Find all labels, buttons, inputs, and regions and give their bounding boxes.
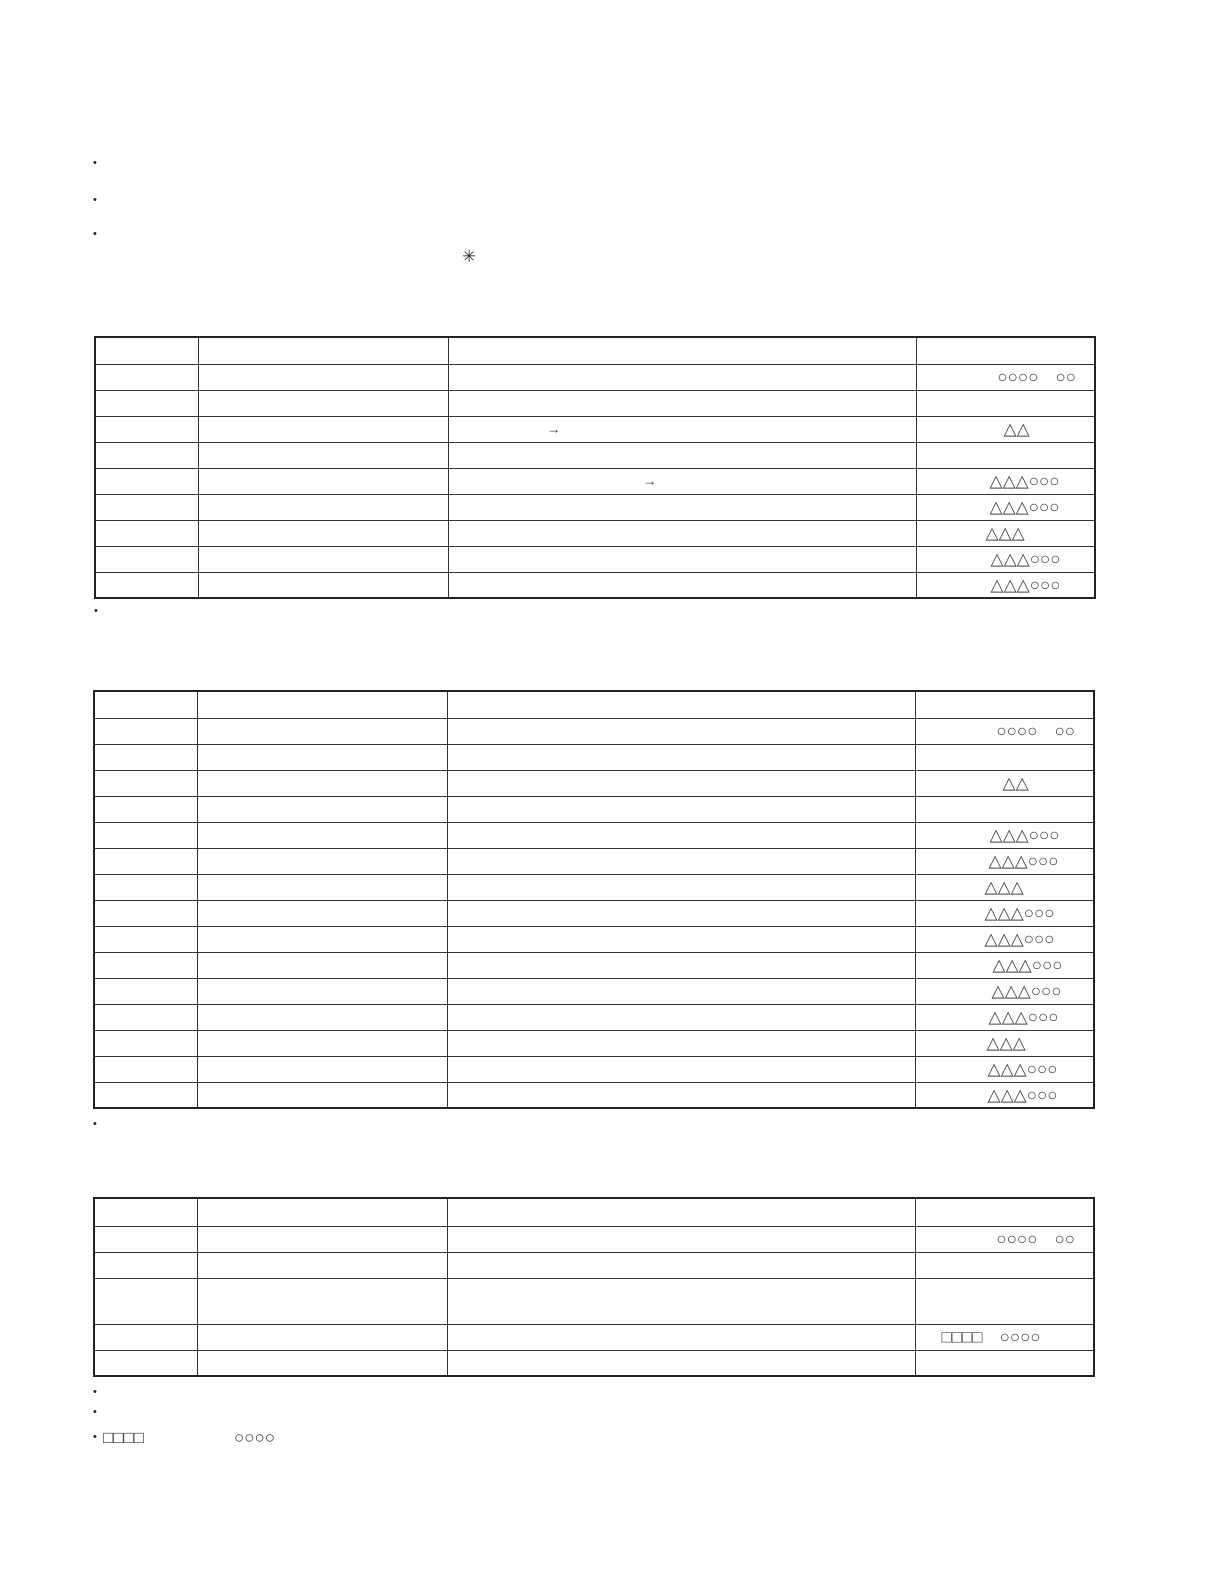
symbol-cell: △△△○○○ bbox=[984, 929, 1055, 949]
symbol-cell: △△△○○○ bbox=[984, 903, 1055, 923]
table-row bbox=[94, 796, 1094, 822]
table-row bbox=[94, 1278, 1094, 1324]
table-row bbox=[94, 1324, 1094, 1350]
table-row bbox=[94, 1198, 1094, 1226]
table-row bbox=[94, 848, 1094, 874]
table-row bbox=[95, 364, 1095, 390]
table-row bbox=[94, 874, 1094, 900]
squares-symbol: □□□□ bbox=[103, 1428, 145, 1447]
table-row bbox=[94, 691, 1094, 718]
table-row bbox=[94, 952, 1094, 978]
symbol-cell: △△△○○○ bbox=[990, 575, 1061, 595]
bullet-note-3: • bbox=[93, 228, 97, 240]
table-row bbox=[94, 978, 1094, 1004]
table-row bbox=[94, 900, 1094, 926]
table-1 bbox=[94, 336, 1096, 599]
table-row bbox=[95, 416, 1095, 442]
symbol-cell: △△ bbox=[1003, 419, 1030, 439]
symbol-cell: △△△○○○ bbox=[989, 497, 1060, 517]
symbol-cell: △△△○○○ bbox=[990, 549, 1061, 569]
table-row bbox=[94, 926, 1094, 952]
table-row bbox=[94, 718, 1094, 744]
table-row bbox=[94, 744, 1094, 770]
table-row bbox=[94, 770, 1094, 796]
bullet-note-2: • bbox=[93, 194, 97, 206]
circles-symbol: ○○○○ bbox=[234, 1428, 276, 1447]
table-row bbox=[95, 442, 1095, 468]
symbol-cell: △△△○○○ bbox=[988, 851, 1059, 871]
table-row bbox=[94, 1252, 1094, 1278]
table-row bbox=[95, 337, 1095, 364]
table-row bbox=[95, 390, 1095, 416]
symbol-cell: △△△○○○ bbox=[988, 1007, 1059, 1027]
symbol-cell: △△△ bbox=[985, 523, 1025, 543]
symbol-cell: ○○○○ ○○ bbox=[996, 1229, 1075, 1249]
bullet-note-4: • bbox=[93, 1386, 97, 1398]
table-row bbox=[95, 494, 1095, 520]
table-2-footnote-bullet: • bbox=[93, 1118, 97, 1130]
table-3 bbox=[93, 1197, 1095, 1377]
table-2 bbox=[93, 690, 1095, 1109]
table-row bbox=[95, 572, 1095, 598]
bullet-note-6: • bbox=[93, 1431, 97, 1443]
symbol-cell: △△△○○○ bbox=[987, 1059, 1058, 1079]
bullet-note-5: • bbox=[93, 1406, 97, 1418]
table-row bbox=[94, 1004, 1094, 1030]
table-row bbox=[94, 1082, 1094, 1108]
symbol-cell: △△△ bbox=[986, 1033, 1026, 1053]
table-row bbox=[95, 520, 1095, 546]
symbol-cell: △△△○○○ bbox=[987, 1085, 1058, 1105]
symbol-cell: △△△○○○ bbox=[989, 471, 1060, 491]
table-row bbox=[94, 1056, 1094, 1082]
symbol-cell: ○○○○ ○○ bbox=[996, 721, 1075, 741]
symbol-cell: □□□□ ○○○○ bbox=[941, 1327, 1041, 1347]
symbol-cell: △△ bbox=[1002, 773, 1029, 793]
symbol-cell: △△△○○○ bbox=[992, 955, 1063, 975]
table-row bbox=[94, 1030, 1094, 1056]
bullet-note-1: • bbox=[93, 157, 97, 169]
table-row bbox=[94, 1226, 1094, 1252]
symbol-cell: △△△ bbox=[984, 877, 1024, 897]
table-row bbox=[94, 822, 1094, 848]
symbol-cell: △△△○○○ bbox=[991, 981, 1062, 1001]
symbol-cell: △△△○○○ bbox=[989, 825, 1060, 845]
table-row bbox=[94, 1350, 1094, 1376]
table-row bbox=[95, 468, 1095, 494]
symbol-cell: ○○○○ ○○ bbox=[997, 367, 1076, 387]
table-row bbox=[95, 546, 1095, 572]
asterisk-mark: ✳ bbox=[462, 247, 477, 266]
table-1-footnote-bullet: • bbox=[94, 605, 98, 617]
arrow-icon: → bbox=[642, 472, 657, 489]
arrow-icon: → bbox=[546, 420, 561, 437]
